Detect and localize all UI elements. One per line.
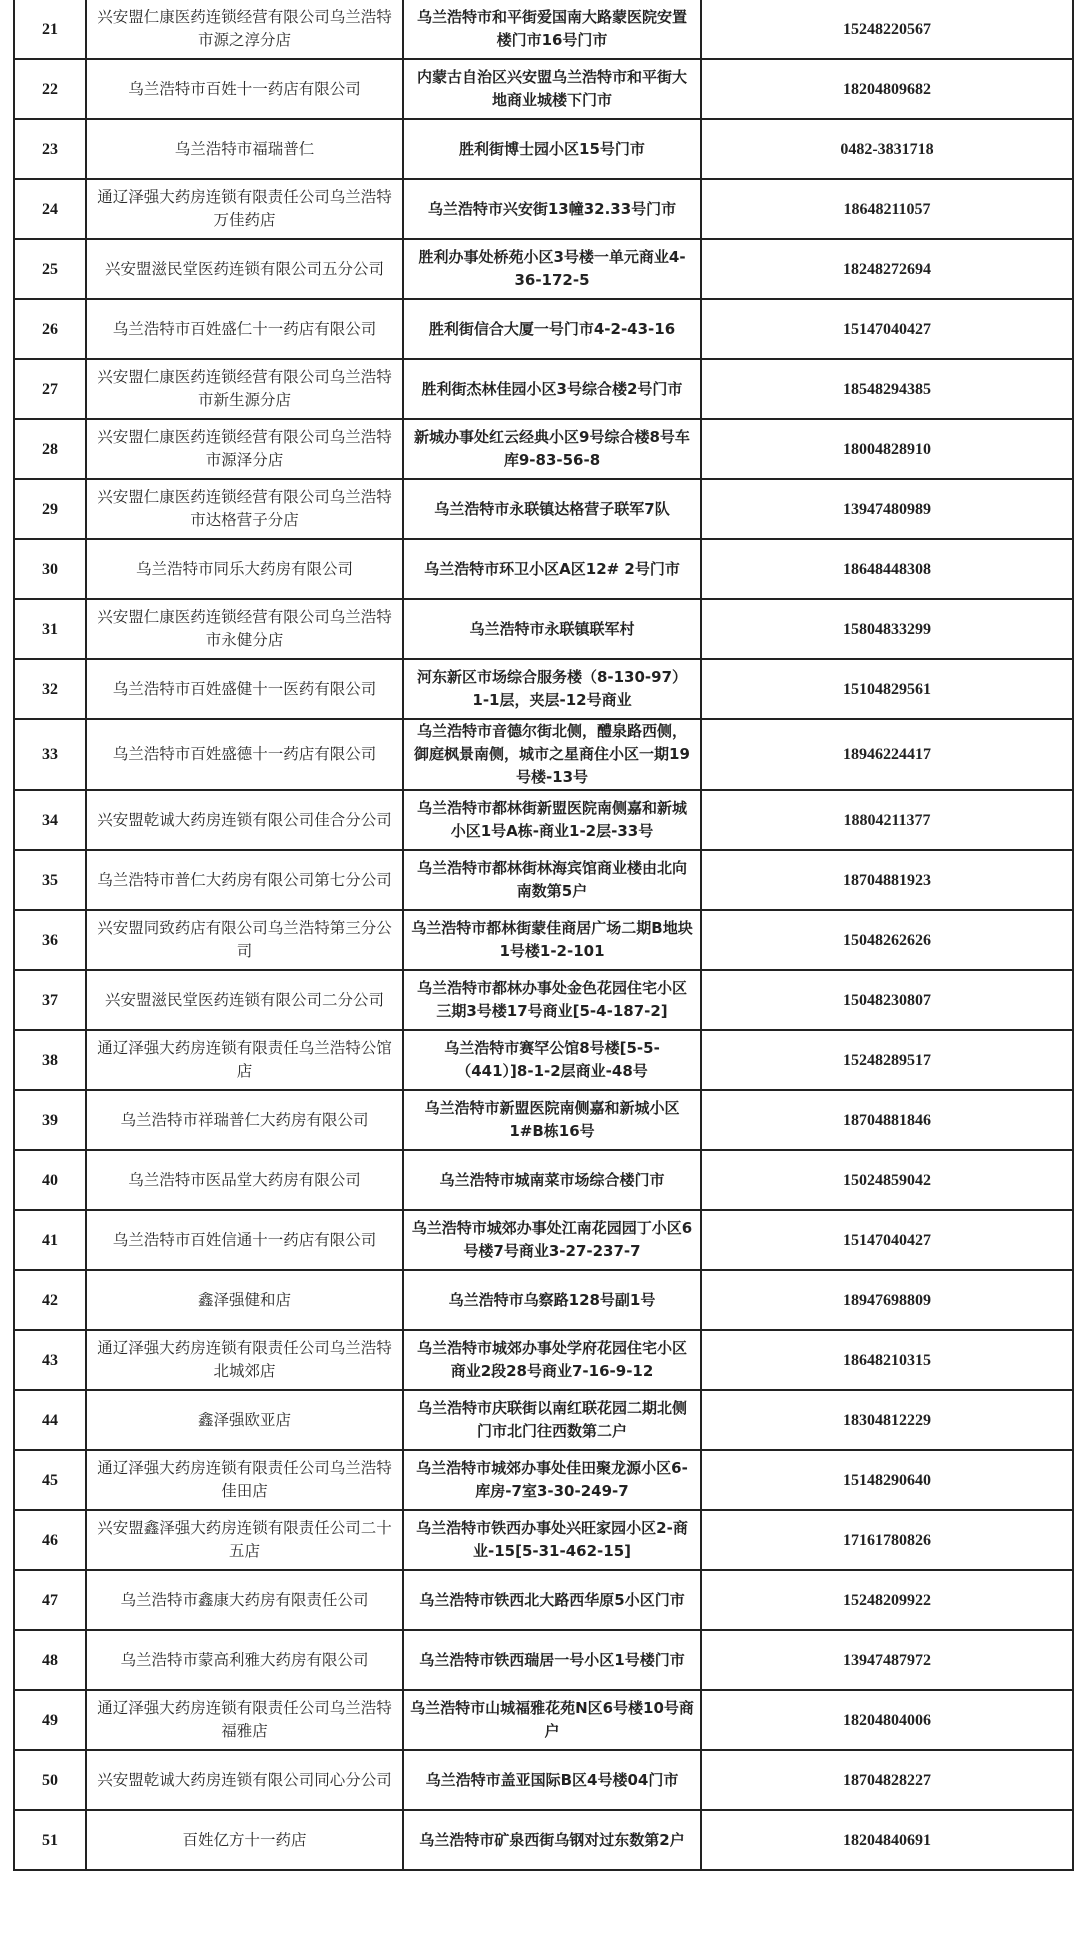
table-row (14, 659, 1073, 719)
table-row (14, 1150, 1073, 1210)
phone-cell: 15248209922 (701, 1570, 1073, 1630)
address-cell: 乌兰浩特市都林办事处金色花园住宅小区三期3号楼17号商业[5-4-187-2] (403, 970, 701, 1030)
phone-cell: 18947698809 (701, 1270, 1073, 1330)
table-row (14, 1330, 1073, 1390)
table-row (14, 790, 1073, 850)
phone-cell: 15248289517 (701, 1030, 1073, 1090)
pharmacy-name-cell: 兴安盟仁康医药连锁经营有限公司乌兰浩特市新生源分店 (86, 359, 403, 419)
table-row (14, 599, 1073, 659)
address-cell: 乌兰浩特市乌察路128号副1号 (403, 1270, 701, 1330)
address-cell: 乌兰浩特市矿泉西街乌钢对过东数第2户 (403, 1810, 701, 1870)
address-cell: 胜利街杰林佳园小区3号综合楼2号门市 (403, 359, 701, 419)
phone-cell: 0482-3831718 (701, 119, 1073, 179)
pharmacy-name-cell: 乌兰浩特市百姓盛仁十一药店有限公司 (86, 299, 403, 359)
table-row (14, 479, 1073, 539)
table-body (14, 0, 1073, 1870)
row-number-cell: 37 (14, 970, 86, 1030)
table-row (14, 1690, 1073, 1750)
address-cell: 河东新区市场综合服务楼（8-130-97）1-1层，夹层-12号商业 (403, 659, 701, 719)
row-number-cell: 33 (14, 719, 86, 790)
phone-cell: 18648448308 (701, 539, 1073, 599)
address-cell: 乌兰浩特市都林街新盟医院南侧嘉和新城小区1号A栋-商业1-2层-33号 (403, 790, 701, 850)
row-number-cell: 45 (14, 1450, 86, 1510)
row-number-cell: 29 (14, 479, 86, 539)
pharmacy-name-cell: 通辽泽强大药房连锁有限责任乌兰浩特公馆店 (86, 1030, 403, 1090)
address-cell: 乌兰浩特市新盟医院南侧嘉和新城小区1#B栋16号 (403, 1090, 701, 1150)
table-row (14, 1570, 1073, 1630)
table-row (14, 299, 1073, 359)
table-row (14, 1390, 1073, 1450)
phone-cell: 18248272694 (701, 239, 1073, 299)
pharmacy-name-cell: 鑫泽强欧亚店 (86, 1390, 403, 1450)
table-row (14, 0, 1073, 59)
phone-cell: 15048230807 (701, 970, 1073, 1030)
pharmacy-name-cell: 兴安盟仁康医药连锁经营有限公司乌兰浩特市永健分店 (86, 599, 403, 659)
pharmacy-name-cell: 乌兰浩特市同乐大药房有限公司 (86, 539, 403, 599)
address-cell: 乌兰浩特市都林街蒙佳商居广场二期B地块1号楼1-2-101 (403, 910, 701, 970)
pharmacy-name-cell: 通辽泽强大药房连锁有限责任公司乌兰浩特佳田店 (86, 1450, 403, 1510)
phone-cell: 15804833299 (701, 599, 1073, 659)
row-number-cell: 26 (14, 299, 86, 359)
row-number-cell: 51 (14, 1810, 86, 1870)
address-cell: 乌兰浩特市铁西瑞居一号小区1号楼门市 (403, 1630, 701, 1690)
row-number-cell: 39 (14, 1090, 86, 1150)
row-number-cell: 41 (14, 1210, 86, 1270)
row-number-cell: 42 (14, 1270, 86, 1330)
pharmacy-name-cell: 兴安盟同致药店有限公司乌兰浩特第三分公司 (86, 910, 403, 970)
phone-cell: 18804211377 (701, 790, 1073, 850)
table-row (14, 239, 1073, 299)
address-cell: 乌兰浩特市兴安街13幢32.33号门市 (403, 179, 701, 239)
pharmacy-name-cell: 通辽泽强大药房连锁有限责任公司乌兰浩特万佳药店 (86, 179, 403, 239)
table-row (14, 1750, 1073, 1810)
phone-cell: 18304812229 (701, 1390, 1073, 1450)
pharmacy-name-cell: 乌兰浩特市百姓信通十一药店有限公司 (86, 1210, 403, 1270)
table-row (14, 359, 1073, 419)
table-row (14, 850, 1073, 910)
pharmacy-name-cell: 兴安盟仁康医药连锁经营有限公司乌兰浩特市达格营子分店 (86, 479, 403, 539)
phone-cell: 15148290640 (701, 1450, 1073, 1510)
row-number-cell: 48 (14, 1630, 86, 1690)
pharmacy-name-cell: 百姓亿方十一药店 (86, 1810, 403, 1870)
pharmacy-name-cell: 兴安盟乾诚大药房连锁有限公司同心分公司 (86, 1750, 403, 1810)
phone-cell: 18704828227 (701, 1750, 1073, 1810)
table-row (14, 1630, 1073, 1690)
pharmacy-name-cell: 兴安盟仁康医药连锁经营有限公司乌兰浩特市源泽分店 (86, 419, 403, 479)
row-number-cell: 30 (14, 539, 86, 599)
address-cell: 胜利办事处桥苑小区3号楼一单元商业4-36-172-5 (403, 239, 701, 299)
row-number-cell: 28 (14, 419, 86, 479)
address-cell: 胜利街信合大厦一号门市4-2-43-16 (403, 299, 701, 359)
phone-cell: 18704881923 (701, 850, 1073, 910)
address-cell: 乌兰浩特市铁西办事处兴旺家园小区2-商业-15[5-31-462-15] (403, 1510, 701, 1570)
pharmacy-name-cell: 兴安盟滋民堂医药连锁有限公司五分公司 (86, 239, 403, 299)
phone-cell: 15048262626 (701, 910, 1073, 970)
address-cell: 乌兰浩特市铁西北大路西华原5小区门市 (403, 1570, 701, 1630)
table-row (14, 910, 1073, 970)
phone-cell: 15248220567 (701, 0, 1073, 59)
table-row (14, 970, 1073, 1030)
table-row (14, 1270, 1073, 1330)
pharmacy-name-cell: 乌兰浩特市普仁大药房有限公司第七分公司 (86, 850, 403, 910)
pharmacy-name-cell: 乌兰浩特市医品堂大药房有限公司 (86, 1150, 403, 1210)
address-cell: 乌兰浩特市山城福雅花苑N区6号楼10号商户 (403, 1690, 701, 1750)
address-cell: 乌兰浩特市盖亚国际B区4号楼04门市 (403, 1750, 701, 1810)
phone-cell: 13947480989 (701, 479, 1073, 539)
phone-cell: 17161780826 (701, 1510, 1073, 1570)
address-cell: 乌兰浩特市音德尔街北侧，醴泉路西侧，御庭枫景南侧，城市之星商住小区一期19号楼-13号 (403, 719, 701, 790)
row-number-cell: 34 (14, 790, 86, 850)
address-cell: 乌兰浩特市赛罕公馆8号楼[5-5-（441）]8-1-2层商业-48号 (403, 1030, 701, 1090)
pharmacy-name-cell: 乌兰浩特市百姓十一药店有限公司 (86, 59, 403, 119)
address-cell: 乌兰浩特市城南菜市场综合楼门市 (403, 1150, 701, 1210)
row-number-cell: 35 (14, 850, 86, 910)
row-number-cell: 44 (14, 1390, 86, 1450)
pharmacy-name-cell: 通辽泽强大药房连锁有限责任公司乌兰浩特北城郊店 (86, 1330, 403, 1390)
row-number-cell: 25 (14, 239, 86, 299)
row-number-cell: 24 (14, 179, 86, 239)
address-cell: 乌兰浩特市环卫小区A区12# 2号门市 (403, 539, 701, 599)
pharmacy-name-cell: 兴安盟仁康医药连锁经营有限公司乌兰浩特市源之淳分店 (86, 0, 403, 59)
pharmacy-name-cell: 乌兰浩特市蒙高利雅大药房有限公司 (86, 1630, 403, 1690)
row-number-cell: 49 (14, 1690, 86, 1750)
pharmacy-name-cell: 兴安盟滋民堂医药连锁有限公司二分公司 (86, 970, 403, 1030)
phone-cell: 18204840691 (701, 1810, 1073, 1870)
pharmacy-name-cell: 乌兰浩特市祥瑞普仁大药房有限公司 (86, 1090, 403, 1150)
phone-cell: 18648210315 (701, 1330, 1073, 1390)
address-cell: 乌兰浩特市庆联街以南红联花园二期北侧门市北门往西数第二户 (403, 1390, 701, 1450)
phone-cell: 18946224417 (701, 719, 1073, 790)
phone-cell: 13947487972 (701, 1630, 1073, 1690)
row-number-cell: 27 (14, 359, 86, 419)
phone-cell: 15147040427 (701, 299, 1073, 359)
row-number-cell: 22 (14, 59, 86, 119)
address-cell: 乌兰浩特市永联镇达格营子联军7队 (403, 479, 701, 539)
table-row (14, 719, 1073, 790)
row-number-cell: 50 (14, 1750, 86, 1810)
phone-cell: 15024859042 (701, 1150, 1073, 1210)
table-row (14, 59, 1073, 119)
table-row (14, 1450, 1073, 1510)
phone-cell: 18204804006 (701, 1690, 1073, 1750)
phone-cell: 18548294385 (701, 359, 1073, 419)
address-cell: 乌兰浩特市城郊办事处江南花园园丁小区6号楼7号商业3-27-237-7 (403, 1210, 701, 1270)
row-number-cell: 32 (14, 659, 86, 719)
phone-cell: 18004828910 (701, 419, 1073, 479)
pharmacy-name-cell: 通辽泽强大药房连锁有限责任公司乌兰浩特福雅店 (86, 1690, 403, 1750)
address-cell: 乌兰浩特市城郊办事处学府花园住宅小区商业2段28号商业7-16-9-12 (403, 1330, 701, 1390)
address-cell: 乌兰浩特市和平街爱国南大路蒙医院安置楼门市16号门市 (403, 0, 701, 59)
pharmacy-list-table (13, 0, 1074, 1871)
row-number-cell: 47 (14, 1570, 86, 1630)
table-row (14, 1510, 1073, 1570)
table-row (14, 119, 1073, 179)
table-row (14, 419, 1073, 479)
pharmacy-name-cell: 乌兰浩特市福瑞普仁 (86, 119, 403, 179)
row-number-cell: 46 (14, 1510, 86, 1570)
table-row (14, 179, 1073, 239)
table-row (14, 1030, 1073, 1090)
pharmacy-name-cell: 乌兰浩特市百姓盛健十一医药有限公司 (86, 659, 403, 719)
document-sheet (13, 0, 1074, 1871)
row-number-cell: 36 (14, 910, 86, 970)
phone-cell: 18704881846 (701, 1090, 1073, 1150)
address-cell: 乌兰浩特市永联镇联军村 (403, 599, 701, 659)
pharmacy-name-cell: 乌兰浩特市百姓盛德十一药店有限公司 (86, 719, 403, 790)
address-cell: 内蒙古自治区兴安盟乌兰浩特市和平街大地商业城楼下门市 (403, 59, 701, 119)
address-cell: 新城办事处红云经典小区9号综合楼8号车库9-83-56-8 (403, 419, 701, 479)
row-number-cell: 40 (14, 1150, 86, 1210)
row-number-cell: 43 (14, 1330, 86, 1390)
row-number-cell: 21 (14, 0, 86, 59)
phone-cell: 15104829561 (701, 659, 1073, 719)
row-number-cell: 38 (14, 1030, 86, 1090)
table-row (14, 1210, 1073, 1270)
pharmacy-name-cell: 兴安盟乾诚大药房连锁有限公司佳合分公司 (86, 790, 403, 850)
pharmacy-name-cell: 兴安盟鑫泽强大药房连锁有限责任公司二十五店 (86, 1510, 403, 1570)
address-cell: 胜利街博士园小区15号门市 (403, 119, 701, 179)
phone-cell: 18204809682 (701, 59, 1073, 119)
table-row (14, 1090, 1073, 1150)
table-row (14, 539, 1073, 599)
phone-cell: 15147040427 (701, 1210, 1073, 1270)
address-cell: 乌兰浩特市都林街林海宾馆商业楼由北向南数第5户 (403, 850, 701, 910)
phone-cell: 18648211057 (701, 179, 1073, 239)
address-cell: 乌兰浩特市城郊办事处佳田聚龙源小区6-库房-7室3-30-249-7 (403, 1450, 701, 1510)
pharmacy-name-cell: 鑫泽强健和店 (86, 1270, 403, 1330)
row-number-cell: 23 (14, 119, 86, 179)
row-number-cell: 31 (14, 599, 86, 659)
pharmacy-name-cell: 乌兰浩特市鑫康大药房有限责任公司 (86, 1570, 403, 1630)
table-row (14, 1810, 1073, 1870)
